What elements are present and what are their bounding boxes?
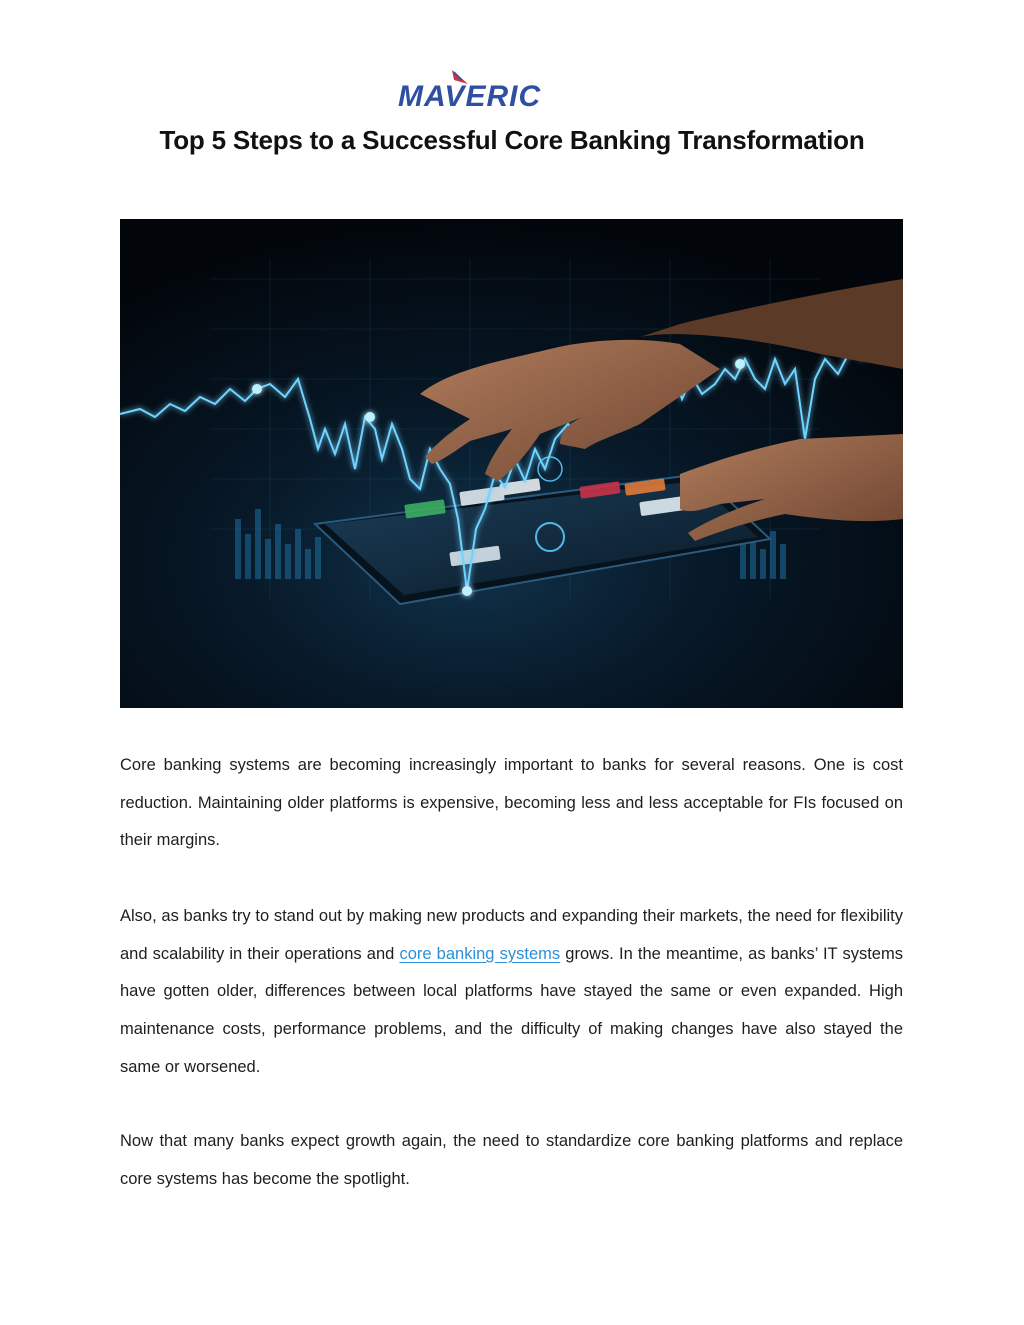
- hero-image: [120, 219, 903, 708]
- paragraph-intro: [120, 747, 903, 860]
- paragraph-flexibility-after: grows. In the meantime, as banks’ IT systems have gotten older, differences between local platforms have stayed the same or even expanded. High maintenance costs, performance problems, and the difficulty of making changes have also stayed the same or worsened.: [120, 944, 903, 1076]
- paragraph-intro-text: Core banking systems are becoming increasingly important to banks for several reasons. One is cost reduction. Maintaining older platforms is expensive, becoming less and less acceptable for FIs focused on their margins.: [120, 756, 903, 850]
- hero-illustration: [120, 219, 903, 708]
- logo-wordmark: MAVERIC: [398, 80, 542, 112]
- page-title: Top 5 Steps to a Successful Core Banking Transformation: [159, 125, 865, 155]
- core-banking-systems-link[interactable]: core banking systems: [399, 944, 561, 963]
- paragraph-flexibility-before: Also, as banks try to stand out by making new products and expanding their markets, the need for flexibility and scalability in their operations and: [120, 907, 903, 963]
- paragraph-growth-text: Now that many banks expect growth again, the need to standardize core banking platforms and replace core systems has become the spotlight.: [120, 1132, 903, 1188]
- logo-graphic: [396, 68, 548, 112]
- maveric-logo: [396, 68, 548, 112]
- paragraph-growth: [120, 1123, 903, 1198]
- paragraph-flexibility: [120, 898, 903, 1087]
